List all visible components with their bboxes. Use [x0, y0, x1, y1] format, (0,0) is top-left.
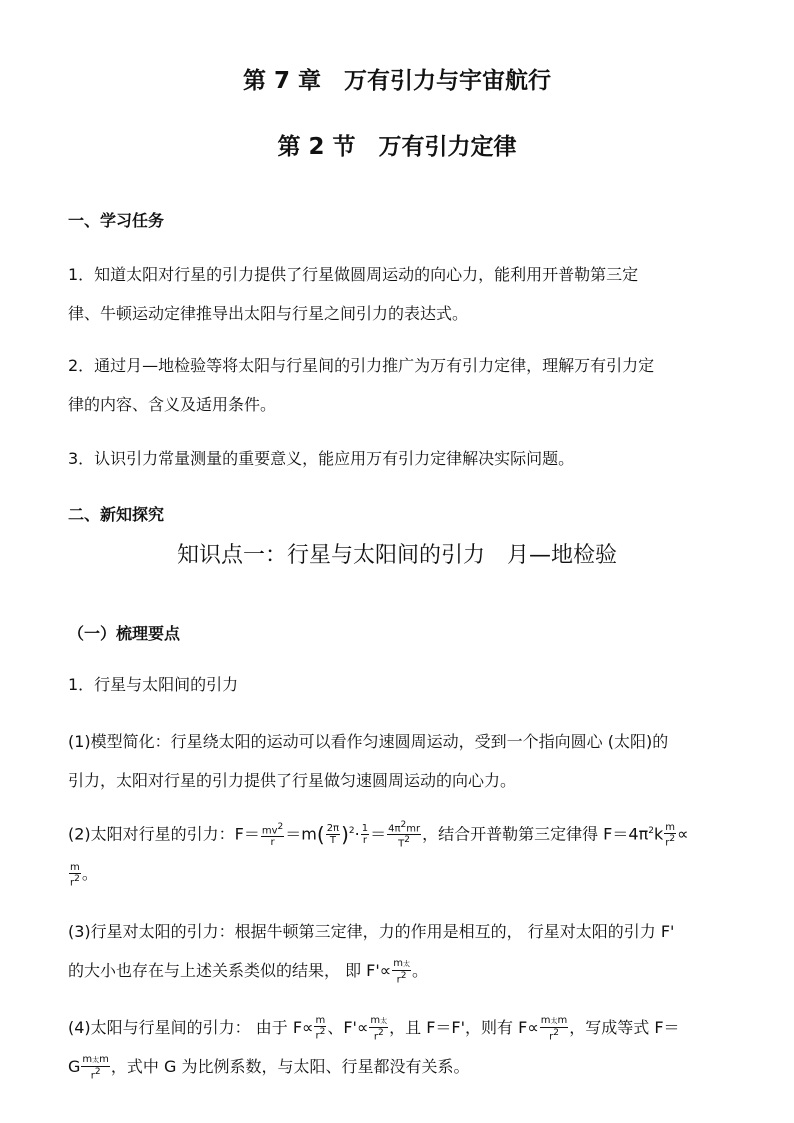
paragraph-2-line-1: (2)太阳对行星的引力：F＝ $\frac{mv^2}{r}$ ＝m( $\frac{2\pi}{T}$ )$^2$· $\frac{1}{r}$ ＝ $\frac{4\pi^2mr}{T^2}$ ，结合开普勒第三定律得 $F=4\pi^2k$ $\frac{m}{r^2}$ ∝	[68, 820, 689, 850]
task-2-line-2: 律的内容、含义及适用条件。	[68, 395, 277, 414]
paragraph-4-line-1	[68, 1008, 758, 1047]
paragraph-4-lead: (4)太阳与行星间的引力： 由于 F∝	[68, 1018, 314, 1037]
formula-frac: $\frac{m}{r^2}$	[70, 861, 80, 888]
paragraph-4-tail: ，式中 G 为比例系数，与太阳、行星都没有关系。	[110, 1057, 470, 1076]
paragraph-1-line-2: 引力，太阳对行星的引力提供了行星做匀速圆周运动的向心力。	[68, 771, 517, 790]
formula-frac: $\frac{m}{r^2}$	[315, 1015, 326, 1042]
paragraph-1	[68, 722, 758, 800]
formula-frac: $\frac{\text{m太}}{r^2}$	[393, 957, 410, 986]
formula-frac: $\frac{1}{r}$	[361, 823, 369, 847]
paragraph-3-line-2-text: 的大小也存在与上述关系类似的结果， 即 F'∝	[68, 961, 392, 980]
task-2	[68, 346, 758, 424]
formula-frac: $\frac{mv^2}{r}$	[261, 821, 284, 848]
paragraph-2-mid: ，结合开普勒第三定律得 F＝4π	[422, 824, 649, 844]
heading-learning-tasks: 一、学习任务	[68, 211, 165, 230]
paragraph-4-mid-3: ，写成等式 F＝	[569, 1018, 680, 1037]
formula-frac: $\frac{2\pi}{T}$	[326, 823, 340, 847]
heading-new-knowledge: 二、新知探究	[68, 505, 165, 524]
task-1-line-1: 1．知道太阳对行星的引力提供了行星做圆周运动的向心力，能利用开普勒第三定	[68, 265, 639, 284]
knowledge-point-title: 知识点一：行星与太阳间的引力 月—地检验	[176, 543, 617, 568]
task-2-line-1: 2．通过月—地检验等将太阳与行星间的引力推广为万有引力定律，理解万有引力定	[68, 356, 655, 375]
task-1-line-2: 律、牛顿运动定律推导出太阳与行星之间引力的表达式。	[68, 304, 469, 323]
paragraph-2	[68, 812, 758, 893]
paragraph-4-line-2: G $\frac{\text{m太m}}{r^2}$ ，式中 G 为比例系数，与太阳、行星都没有关系。	[68, 1053, 470, 1082]
paragraph-1-line-1: (1)模型简化：行星绕太阳的运动可以看作匀速圆周运动，受到一个指向圆心 (太阳)的	[68, 732, 669, 751]
section-title: 第 2 节 万有引力定律	[277, 134, 517, 160]
item-1: 1．行星与太阳间的引力	[68, 675, 239, 694]
task-3: 3．认识引力常量测量的重要意义，能应用万有引力定律解决实际问题。	[68, 449, 575, 468]
paragraph-4-mid-2: ，且 F＝F'，则有 F∝	[389, 1018, 539, 1037]
chapter-title: 第 7 章 万有引力与宇宙航行	[242, 68, 552, 94]
paragraph-2-lead: (2)太阳对行星的引力：F＝	[68, 824, 260, 844]
heading-key-points: （一）梳理要点	[68, 624, 181, 643]
paragraph-4-mid-1: 、F'∝	[327, 1018, 369, 1037]
paragraph-3	[68, 912, 758, 990]
paragraph-3-line-2: 的大小也存在与上述关系类似的结果， 即 F'∝ $\frac{\text{m太}}{r^2}$ 。	[68, 957, 428, 986]
formula-frac: $\frac{m}{r^2}$	[665, 821, 676, 848]
paragraph-3-line-1: (3)行星对太阳的引力：根据牛顿第三定律，力的作用是相互的， 行星对太阳的引力 F'	[68, 922, 675, 941]
task-1	[68, 255, 758, 333]
formula-frac: $\frac{\text{m太m}}{r^2}$	[540, 1014, 568, 1043]
formula-frac: $\frac{\text{m太m}}{r^2}$	[82, 1053, 109, 1082]
paragraph-4	[68, 1008, 758, 1086]
formula-frac: $\frac{4\pi^2mr}{T^2}$	[388, 820, 421, 850]
formula-frac: $\frac{\text{m太}}{r^2}$	[370, 1014, 388, 1043]
paragraph-2-line-2: $\frac{m}{r^2}$ 。	[70, 861, 98, 888]
